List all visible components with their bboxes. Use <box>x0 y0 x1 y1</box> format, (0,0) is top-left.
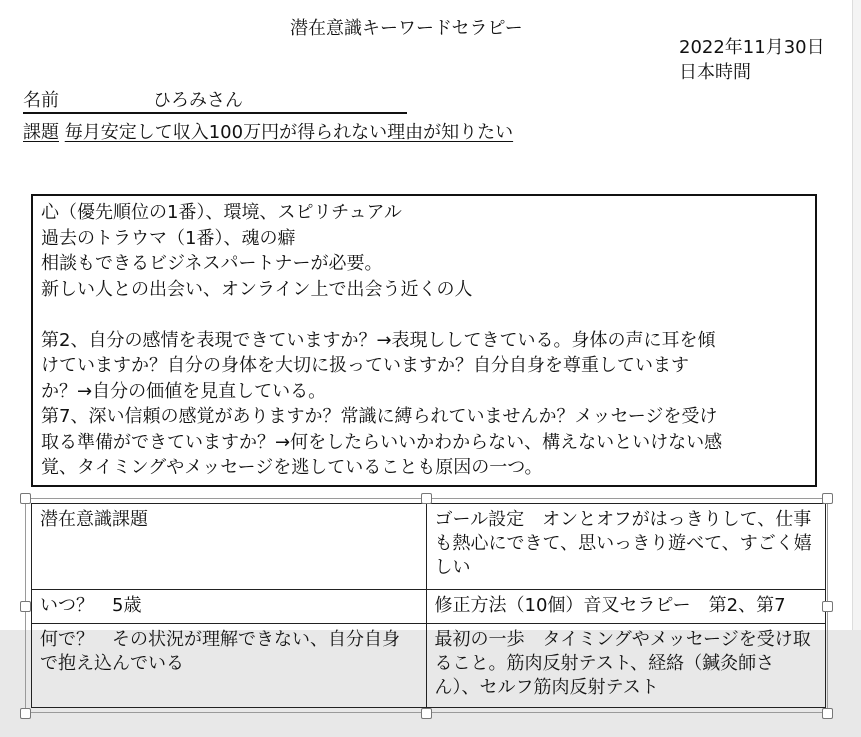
table-cell[interactable]: 何で？ その状況が理解できない、自分自身で抱え込んでいる <box>32 624 427 708</box>
notes-line: 第2、自分の感情を表現できていますか？→表現ししてきている。身体の声に耳を傾 <box>41 329 716 351</box>
vertical-scrollbar[interactable] <box>852 0 861 630</box>
table-row <box>32 504 826 590</box>
table-row <box>32 624 826 708</box>
notes-line: 心（優先順位の1番）、環境、スピリチュアル <box>41 202 402 223</box>
resize-handle-left[interactable] <box>20 601 31 612</box>
notes-line: 取る準備ができていますか？→何をしたらいいかわからない、構えないといけない感 <box>41 431 723 453</box>
resize-handle-bottom-right[interactable] <box>822 708 833 719</box>
timezone-text: 日本時間 <box>679 62 751 83</box>
resize-handle-bottom-left[interactable] <box>20 708 31 719</box>
table-cell[interactable]: いつ？ 5歳 <box>32 590 427 624</box>
table-cell[interactable]: ゴール設定 オンとオフがはっきりして、仕事も熱心にできて、思いっきり遊べて、すごく嬉しい <box>426 504 826 590</box>
document-title: 潜在意識キーワードセラピー <box>290 18 523 39</box>
table-cell[interactable]: 潜在意識課題 <box>32 504 427 590</box>
resize-handle-bottom[interactable] <box>421 708 432 719</box>
notes-line: 覚、タイミングやメッセージを逃していることも原因の一つ。 <box>41 457 543 478</box>
notes-line: けていますか？自分の身体を大切に扱っていますか？自分自身を尊重しています <box>41 355 689 376</box>
notes-blank-line <box>41 302 807 328</box>
therapy-table[interactable] <box>31 503 826 708</box>
notes-line: か？→自分の価値を見直している。 <box>41 380 327 402</box>
notes-line: 新しい人との出会い、オンライン上で出会う近くの人 <box>41 278 473 300</box>
notes-line: 相談もできるビジネスパートナーが必要。 <box>41 253 383 274</box>
subject-field[interactable] <box>23 122 523 144</box>
notes-line: 第7、深い信頼の感覚がありますか？常識に縛られていませんか？メッセージを受け <box>41 406 718 427</box>
notes-textbox[interactable] <box>31 194 817 487</box>
resize-handle-top-left[interactable] <box>20 493 31 504</box>
name-field[interactable] <box>23 89 407 114</box>
subject-label: 課題 <box>23 122 59 143</box>
name-label: 名前 <box>23 90 59 111</box>
table-cell[interactable]: 修正方法（10個）音叉セラピー 第2、第7 <box>426 590 826 624</box>
table-cell[interactable]: 最初の一歩 タイミングやメッセージを受け取ること。筋肉反射テスト、経絡（鍼灸師さん）、セルフ筋肉反射テスト <box>426 624 826 708</box>
resize-handle-right[interactable] <box>822 601 833 612</box>
resize-handle-top-right[interactable] <box>822 493 833 504</box>
name-value: ひろみさん <box>153 90 243 111</box>
date-text: 2022年11月30日 <box>679 37 825 58</box>
notes-line: 過去のトラウマ（1番）、魂の癖 <box>41 227 296 249</box>
resize-handle-top[interactable] <box>421 493 432 504</box>
table-row <box>32 590 826 624</box>
date-block <box>679 35 825 85</box>
subject-value: 毎月安定して収入100万円が得られない理由が知りたい <box>64 122 514 143</box>
